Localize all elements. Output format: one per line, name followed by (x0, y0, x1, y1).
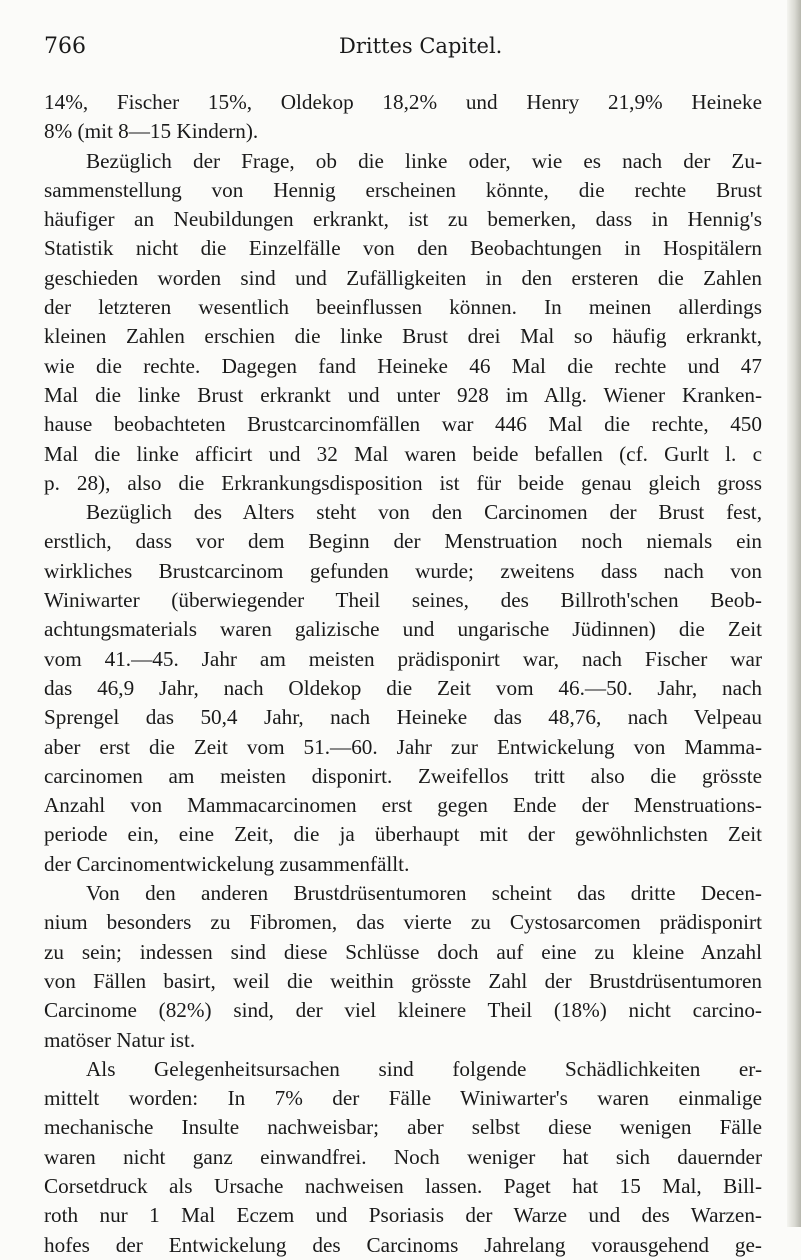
text-line: 8% (mit 8—15 Kindern). (44, 119, 259, 144)
text-line: Mal die linke afficirt und 32 Mal waren beide befallen (cf. Gurlt l. c (44, 441, 762, 466)
text-line: hause beobachteten Brustcarcinomfällen war 446 Mal die rechte, 450 (44, 412, 762, 437)
text-line: zu sein; indessen sind diese Schlüsse doch auf eine zu kleine Anzahl (44, 939, 762, 964)
text-line: von Fällen basirt, weil die weithin grösste Zahl der Brustdrüsentumoren (44, 968, 762, 993)
text-line: wie die rechte. Dagegen fand Heineke 46 Mal die rechte und 47 (44, 353, 762, 378)
text-line: 14%, Fischer 15%, Oldekop 18,2% und Henry 21,9% Heineke (44, 90, 762, 114)
text-line: der letzteren wesentlich beeinflussen können. In meinen allerdings (44, 295, 762, 320)
running-title: Drittes Capitel. (339, 34, 503, 58)
text-line: carcinomen am meisten disponirt. Zweifellos tritt also die grösste (44, 763, 762, 788)
text-line: Winiwarter (überwiegender Theil seines, des Billroth'schen Beob- (44, 588, 762, 613)
text-line: Bezüglich des Alters steht von den Carcinomen der Brust fest, (86, 500, 762, 525)
text-line: geschieden worden sind und Zufälligkeiten in den ersteren die Zahlen (44, 265, 762, 290)
text-line: Carcinome (82%) sind, der viel kleinere Theil (18%) nicht carcino- (44, 998, 762, 1023)
text-line: Sprengel das 50,4 Jahr, nach Heineke das 48,76, nach Velpeau (44, 705, 762, 730)
text-line: Corsetdruck als Ursache nachweisen lassen. Paget hat 15 Mal, Bill- (44, 1173, 762, 1198)
text-line: hofes der Entwickelung des Carcinoms Jahrelang vorausgehend ge- (44, 1232, 762, 1257)
text-line: der Carcinomentwickelung zusammenfällt. (44, 851, 410, 876)
text-line: mittelt worden: In 7% der Fälle Winiwarter's waren einmalige (44, 1086, 762, 1111)
text-line: matöser Natur ist. (44, 1027, 196, 1052)
text-line: nium besonders zu Fibromen, das vierte zu Cystosarcomen prädisponirt (44, 910, 762, 935)
page-number: 766 (44, 34, 86, 59)
page-edge-shadow (787, 0, 801, 1227)
text-line: Mal die linke Brust erkrankt und unter 928 im Allg. Wiener Kranken- (44, 382, 762, 407)
text-line: p. 28), also die Erkrankungsdisposition ist für beide genau gleich gross (44, 470, 762, 495)
text-line: achtungsmaterials waren galizische und ungarische Jüdinnen) die Zeit (44, 617, 762, 642)
text-line: Anzahl von Mammacarcinomen erst gegen Ende der Menstruations- (44, 793, 762, 818)
text-line: waren nicht ganz einwandfrei. Noch weniger hat sich dauernder (44, 1144, 762, 1169)
text-line: häufiger an Neubildungen erkrankt, ist zu bemerken, dass in Hennig's (44, 207, 762, 232)
text-line: erstlich, dass vor dem Beginn der Menstruation noch niemals ein (44, 529, 762, 554)
body-text (44, 88, 762, 1260)
text-line: roth nur 1 Mal Eczem und Psoriasis der Warze und des Warzen- (44, 1203, 762, 1228)
text-line: das 46,9 Jahr, nach Oldekop die Zeit vom 46.—50. Jahr, nach (44, 675, 762, 700)
text-line: kleinen Zahlen erschien die linke Brust drei Mal so häufig erkrankt, (44, 324, 762, 349)
text-line: periode ein, eine Zeit, die ja überhaupt mit der gewöhnlichsten Zeit (44, 822, 762, 847)
text-line: mechanische Insulte nachweisbar; aber selbst diese wenigen Fälle (44, 1115, 762, 1140)
text-line: Statistik nicht die Einzelfälle von den Beobachtungen in Hospitälern (44, 236, 762, 261)
text-line: Von den anderen Brustdrüsentumoren scheint das dritte Decen- (86, 881, 762, 906)
text-line: aber erst die Zeit vom 51.—60. Jahr zur Entwickelung von Mamma- (44, 734, 762, 759)
text-line: wirkliches Brustcarcinom gefunden wurde; zweitens dass nach von (44, 558, 762, 583)
page-header (44, 34, 744, 66)
text-line: vom 41.—45. Jahr am meisten prädisponirt war, nach Fischer war (44, 646, 762, 671)
text-line: sammenstellung von Hennig erscheinen könnte, die rechte Brust (44, 177, 762, 202)
text-line: Als Gelegenheitsursachen sind folgende Schädlichkeiten er- (86, 1056, 762, 1081)
text-line: Bezüglich der Frage, ob die linke oder, wie es nach der Zu- (86, 148, 762, 173)
